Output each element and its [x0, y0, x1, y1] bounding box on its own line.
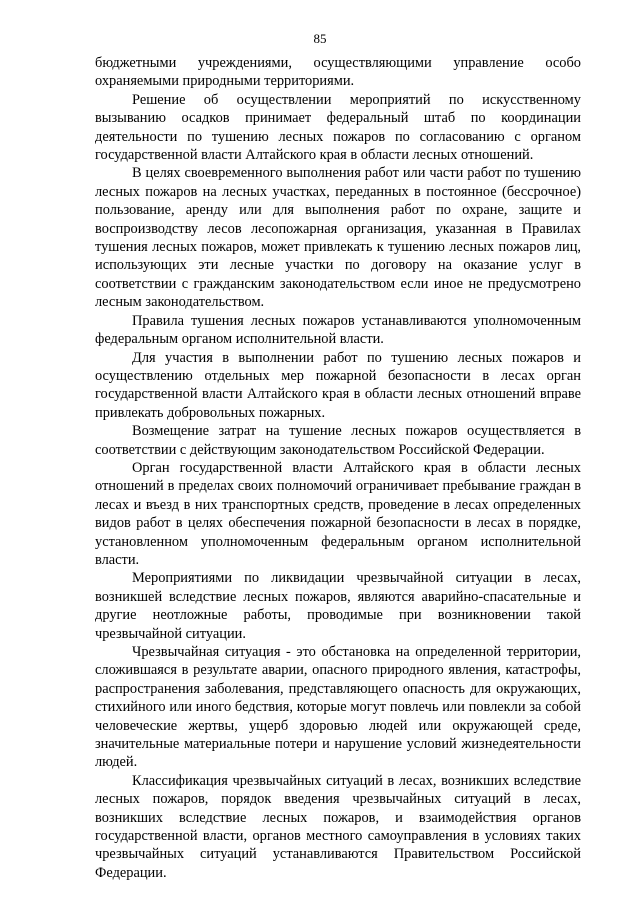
paragraph: Правила тушения лесных пожаров устанавливаются уполномоченным федеральным органом исполнительной власти. [95, 312, 581, 348]
paragraph: Чрезвычайная ситуация - это обстановка на определенной территории, сложившаяся в результате аварии, опасного природного явления, катастрофы, распространения заболевания, представляющего опасность для окружающих, стихийного или иного бедствия, которые могут повлечь или повлекли за собой человеческие жертвы, ущерб здоровью людей или окружающей среде, значительные материальные потери и нарушение условий жизнедеятельности людей. [95, 644, 581, 771]
document-body [95, 54, 581, 882]
paragraph: Решение об осуществлении мероприятий по искусственному вызыванию осадков принимает федеральный штаб по координации деятельности по тушению лесных пожаров по согласованию с органом государственной власти Алтайского края в области лесных отношений. [95, 91, 581, 164]
paragraph: Классификация чрезвычайных ситуаций в лесах, возникших вследствие лесных пожаров, порядок введения чрезвычайных ситуаций в лесах, возникших вследствие лесных пожаров, и взаимодействия органов государственной власти, органов местного самоуправления в условиях таких чрезвычайных ситуаций устанавливаются Правительством Российской Федерации. [95, 772, 581, 881]
paragraph: Мероприятиями по ликвидации чрезвычайной ситуации в лесах, возникшей вследствие лесных пожаров, являются аварийно-спасательные и другие неотложные работы, проводимые при возникновении такой чрезвычайной ситуации. [95, 570, 581, 642]
paragraph: Для участия в выполнении работ по тушению лесных пожаров и осуществлению отдельных мер пожарной безопасности в лесах орган государственной власти Алтайского края в области лесных отношений вправе привлекать добровольных пожарных. [95, 349, 581, 421]
paragraph: Орган государственной власти Алтайского края в области лесных отношений в пределах своих полномочий ограничивает пребывание граждан в лесах и въезд в них транспортных средств, проведение в лесах определенных видов работ в целях обеспечения пожарной безопасности в лесах в порядке, установленном уполномоченным федеральным органом исполнительной власти. [95, 459, 581, 568]
paragraph: бюджетными учреждениями, осуществляющими управление особо охраняемыми природными территориями. [95, 55, 581, 90]
paragraph: В целях своевременного выполнения работ или части работ по тушению лесных пожаров на лесных участках, переданных в постоянное (бессрочное) пользование, аренду или для выполнения работ по охране, защите и воспроизводству лесов лесопожарная организация, указанная в Правилах тушения лесных пожаров, может привлекать к тушению лесных пожаров лиц, использующих эти лесные участки по договору на оказание услуг в соответствии с гражданским законодательством если иное не предусмотрено лесным законодательством. [95, 165, 581, 311]
paragraph: Возмещение затрат на тушение лесных пожаров осуществляется в соответствии с действующим законодательством Российской Федерации. [95, 423, 581, 458]
page-number: 85 [313, 31, 327, 46]
